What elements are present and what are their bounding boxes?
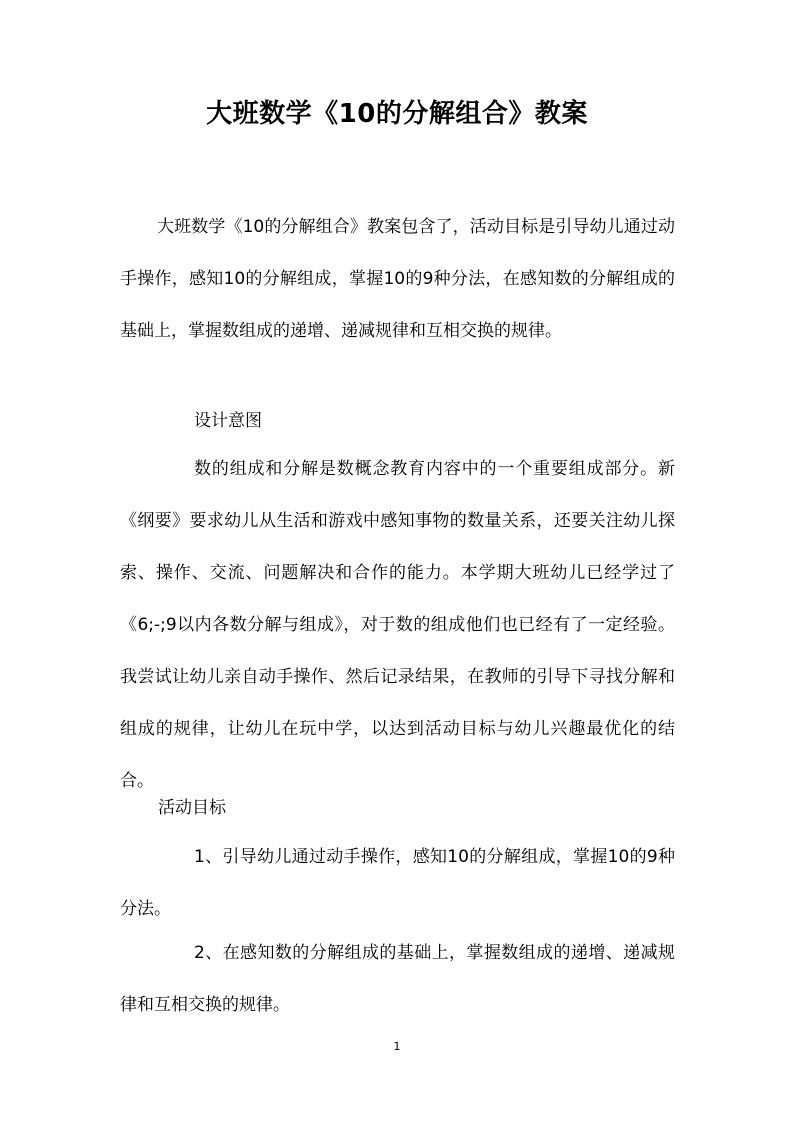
- activity-goal-1: 1、引导幼儿通过动手操作，感知10的分解组成，掌握10的9种分法。: [120, 847, 675, 919]
- activity-goal-2: 2、在感知数的分解组成的基础上，掌握数组成的递增、递减规律和互相交换的规律。: [120, 943, 675, 1015]
- intro-paragraph: 大班数学《10的分解组合》教案包含了，活动目标是引导幼儿通过动手操作，感知10的分解组成，掌握10的9种分法，在感知数的分解组成的基础上，掌握数组成的递增、递减规律和互相交换的规律。: [120, 217, 675, 341]
- page-number: 1: [393, 1040, 401, 1053]
- design-intent-heading: 设计意图: [194, 411, 262, 431]
- document-title: 大班数学《10的分解组合》教案: [206, 99, 588, 129]
- design-intent-paragraph: 数的组成和分解是数概念教育内容中的一个重要组成部分。新《纲要》要求幼儿从生活和游戏中感知事物的数量关系，还要关注幼儿探索、操作、交流、问题解决和合作的能力。本学期大班幼儿已经学过了《6;-;9以内各数分解与组成》，对于数的组成他们也已经有了一定经验。我尝试让幼儿亲自动手操作、然后记录结果，在教师的引导下寻找分解和组成的规律，让幼儿在玩中学，以达到活动目标与幼儿兴趣最优化的结合。: [120, 459, 675, 791]
- activity-goals-heading: 活动目标: [158, 798, 226, 818]
